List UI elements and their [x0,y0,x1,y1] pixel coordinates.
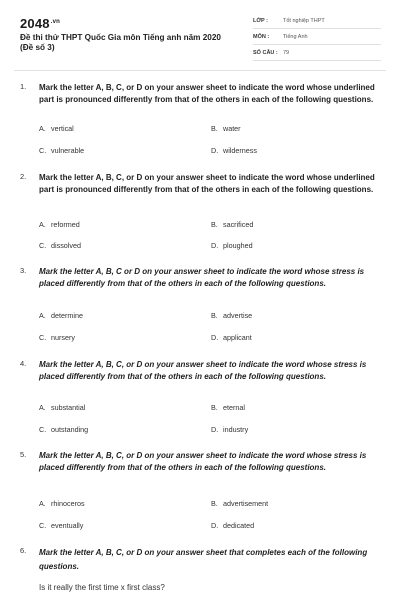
option-letter: C. [39,146,47,155]
option-b[interactable] [211,499,268,508]
meta-subject-value: Tiếng Anh [283,34,308,40]
option-text: applicant [223,333,252,342]
option-c[interactable] [39,146,84,155]
page-title: Đề thi thử THPT Quốc Gia môn Tiếng anh năm 2020 (Đề số 3) [20,33,221,52]
meta-count-label: SỐ CÂU : [253,50,278,56]
option-text: wilderness [223,146,257,155]
option-letter: D. [211,333,219,342]
option-text: dissolved [51,241,81,250]
logo-text: 2048 [20,16,50,31]
option-text: reformed [51,220,80,229]
question-number: 6. [20,546,27,555]
question-stem: Is it really the first time x first class? [39,583,165,592]
option-letter: B. [211,499,218,508]
question-text: Mark the letter A, B, C, or D on your answer sheet that completes each of the following questions. [39,548,368,571]
option-c[interactable] [39,521,83,530]
question-text: Mark the letter A, B, C, or D on your answer sheet to indicate the word whose underlined part is pronounced differently from that of the others in each of the following questions. [39,83,375,104]
option-letter: A. [39,311,46,320]
option-letter: B. [211,220,218,229]
option-text: rhinoceros [51,499,85,508]
option-a[interactable] [39,124,74,133]
option-d[interactable] [211,521,254,530]
option-c[interactable] [39,333,75,342]
option-text: industry [223,425,249,434]
option-a[interactable] [39,403,85,412]
option-text: vertical [51,124,74,133]
option-text: dedicated [223,521,255,530]
option-text: water [223,124,241,133]
option-letter: B. [211,403,218,412]
site-logo[interactable] [20,16,60,31]
logo-domain: .vn [50,18,61,25]
meta-class-label: LỚP : [253,18,268,24]
question-number: 4. [20,359,27,368]
question-text: Mark the letter A, B, C or D on your answer sheet to indicate the word whose stress is placed differently from that of the others in each of the following questions. [39,267,365,288]
option-text: vulnerable [51,146,85,155]
meta-count-row [253,47,381,61]
meta-subject-row [253,31,381,45]
option-a[interactable] [39,311,83,320]
option-c[interactable] [39,425,88,434]
option-a[interactable] [39,220,80,229]
option-text: eternal [223,403,245,412]
option-letter: C. [39,333,47,342]
option-letter: A. [39,220,46,229]
option-b[interactable] [211,311,252,320]
question-text: Mark the letter A, B, C, or D on your answer sheet to indicate the word whose stress is placed differently from that of the others in each of the following questions. [39,360,367,381]
option-letter: A. [39,124,46,133]
option-letter: C. [39,425,47,434]
header [0,0,400,66]
option-a[interactable] [39,499,85,508]
meta-class-row [253,15,381,29]
option-d[interactable] [211,425,248,434]
question-number: 2. [20,172,27,181]
option-letter: B. [211,311,218,320]
question-text: Mark the letter A, B, C, or D on your answer sheet to indicate the word whose underlined part is pronounced differently from that of the others in each of the following questions. [39,173,375,194]
option-text: sacrificed [223,220,254,229]
question-number: 5. [20,450,27,459]
option-text: eventually [51,521,84,530]
option-c[interactable] [39,241,81,250]
meta-subject-label: MÔN : [253,34,270,40]
header-divider [14,70,386,71]
option-text: ploughed [223,241,253,250]
question-number: 1. [20,82,27,91]
option-letter: D. [211,521,219,530]
option-b[interactable] [211,403,245,412]
meta-class-value: Tốt nghiệp THPT [283,18,325,24]
option-text: advertise [223,311,253,320]
option-text: substantial [51,403,86,412]
option-b[interactable] [211,220,253,229]
option-letter: C. [39,241,47,250]
option-letter: C. [39,521,47,530]
option-d[interactable] [211,241,253,250]
option-letter: D. [211,146,219,155]
option-d[interactable] [211,333,252,342]
option-d[interactable] [211,146,257,155]
option-letter: A. [39,499,46,508]
question-text: Mark the letter A, B, C, or D on your answer sheet to indicate the word whose stress is placed differently from that of the others in each of the following questions. [39,451,367,472]
meta-count-value: 79 [283,50,290,56]
option-text: nursery [51,333,75,342]
option-b[interactable] [211,124,241,133]
option-letter: D. [211,241,219,250]
option-letter: D. [211,425,219,434]
option-text: outstanding [51,425,89,434]
option-text: advertisement [223,499,269,508]
option-text: determine [51,311,83,320]
option-letter: B. [211,124,218,133]
option-letter: A. [39,403,46,412]
question-number: 3. [20,266,27,275]
